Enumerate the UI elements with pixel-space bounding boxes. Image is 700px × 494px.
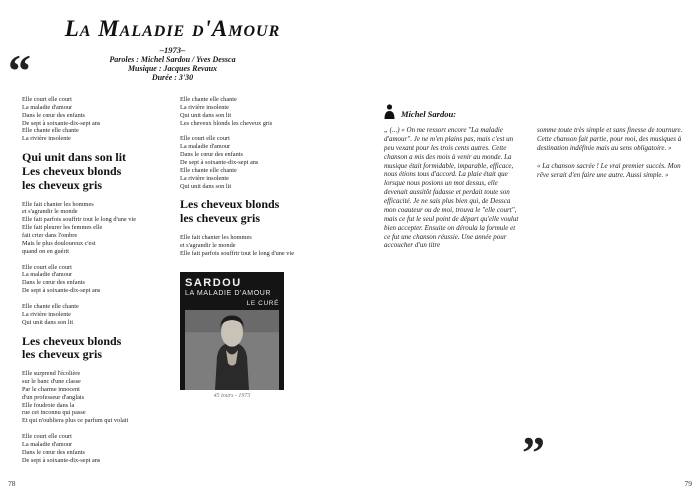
lyric-line: Les cheveux blonds les cheveux gris: [180, 119, 273, 127]
lyric-line: fait crier dans l'ombre: [22, 231, 78, 239]
lyric-line: et s'agrandir le monde: [180, 241, 236, 249]
lyric-line: Elle court elle court: [22, 96, 72, 103]
album-artist: SARDOU: [185, 277, 242, 289]
chorus-heading: [180, 198, 332, 226]
lyric-line: Elle foudroie dans la: [22, 401, 75, 409]
lyric-line: et s'agrandir le monde: [22, 208, 78, 216]
chorus-heading: [22, 151, 174, 192]
lyric-line: La rivière insolente: [180, 174, 229, 182]
lyric-line: les cheveux gris: [180, 211, 260, 226]
song-year: –1973–: [159, 45, 186, 55]
lyrics-column-2: [180, 96, 332, 266]
lyric-line: Dans le cœur des enfants: [180, 151, 243, 159]
music-credit: Musique : Jacques Revaux: [127, 64, 218, 74]
lyric-line: Dans le cœur des enfants: [22, 448, 85, 456]
lyric-line: les cheveux gris: [22, 177, 102, 192]
song-title: La Maladie d'Amour: [64, 16, 281, 41]
page-number-left: 78: [8, 479, 16, 488]
lyric-line: La rivière insolente: [22, 310, 71, 318]
quote-column-1: [384, 126, 520, 259]
quote-column-2: [537, 126, 689, 188]
chorus-heading: [22, 335, 174, 363]
lyric-line: Les cheveux blonds: [180, 197, 280, 212]
lyric-line: La rivière insolente: [22, 135, 71, 143]
page-number-right: 79: [684, 479, 692, 488]
lyric-line: Elle court elle court: [22, 433, 72, 441]
lyric-line: Les cheveux blonds: [22, 163, 122, 178]
lyric-line: Elle fait parfois souffrir tout le long d'une vie: [180, 249, 294, 257]
stanza: [22, 264, 174, 295]
lyric-line: La maladie d'amour: [22, 441, 73, 449]
quote-paragraph: « La chanson sacrée ! Le vrai premier succès. Mon rêve serait d'en faire une autre. Aussi simple. »: [537, 161, 681, 179]
speaker-name: Michel Sardou:: [401, 109, 457, 119]
lyric-line: La maladie d'amour: [22, 271, 73, 279]
lyric-line: Qui unit dans son lit: [22, 318, 74, 326]
lyric-line: Par le charme innocent: [22, 385, 80, 393]
page-header: [30, 16, 315, 83]
lyric-line: La rivière insolente: [180, 103, 229, 111]
lyric-line: quand on en guérit: [22, 247, 70, 255]
lyric-line: Elle chante elle chante: [180, 96, 237, 103]
lyric-line: Elle chante elle chante: [22, 303, 79, 310]
album-title: LA MALADIE D'AMOUR: [185, 290, 272, 297]
lyric-line: rue cet inconnu qui passe: [22, 409, 86, 417]
album-photo: [185, 310, 279, 390]
lyric-line: Elle fait pleurer les femmes elle: [22, 224, 103, 232]
lyric-line: les cheveux gris: [22, 347, 102, 362]
album-caption: 45 tours - 1973: [213, 393, 251, 399]
lyric-line: De sept à soixante-dix-sept ans: [22, 456, 101, 464]
lyric-line: Elle fait parfois souffrir tout le long d'une vie: [22, 216, 136, 224]
lyric-line: De sept à soixante-dix-sept ans: [22, 119, 101, 127]
lyric-line: Elle fait chanter les hommes: [22, 200, 94, 208]
stanza: [22, 201, 174, 256]
lyrics-column-1: [22, 96, 174, 473]
speaker-row: [384, 104, 456, 124]
stanza: [22, 303, 174, 327]
lyric-line: Elle court elle court: [180, 135, 230, 143]
lyrics-credit: Paroles : Michel Sardou / Yves Dessca: [109, 55, 236, 64]
duration: Durée : 3'30: [151, 73, 194, 83]
lyric-line: Elle chante elle chante: [22, 127, 79, 135]
lyric-line: sur le banc d'une classe: [22, 378, 81, 386]
lyric-line: Qui unit dans son lit: [180, 182, 232, 190]
lyric-line: Elle chante elle chante: [180, 166, 237, 174]
lyric-line: Et qui n'oubliera plus ce parfum qui volait: [22, 417, 129, 425]
lyric-line: La maladie d'amour: [180, 143, 231, 151]
stanza: [180, 96, 332, 127]
quote-paragraph: „ (...) « On me ressort encore "La maladie d'amour". Je ne m'en plains pas, mais c'est un peu vexant pour les trois cents autres. Cette chanson a mis des mois à venir au monde. La musique était formidable, imparable, efficace, nous étions tous d'accord. La plaie était que lorsque nous posions un mot dessus, elle devenait aussitôt fadasse et perdait toute son efficacité. Je ne sais plus bien qui, de Dessca mon coauteur ou de moi, trouva le "elle court", mais ce fut le seul point de départ qu'elle voulut bien accepter. Ensuite on déroula la formule et ce fut une chanson réussie. Une année pour accoucher d'un titre: [384, 126, 519, 250]
lyric-line: Mais le plus douloureux c'est: [22, 239, 96, 247]
person-icon: [384, 104, 395, 124]
lyric-line: La maladie d'amour: [22, 103, 73, 111]
opening-quote-mark: “: [8, 45, 31, 96]
closing-quote-mark: ”: [522, 427, 545, 478]
lyric-line: Elle surprend l'écolière: [22, 370, 81, 378]
lyric-line: Elle fait chanter les hommes: [180, 234, 252, 242]
stanza: [22, 433, 174, 464]
lyric-line: Dans le cœur des enfants: [22, 279, 85, 287]
album-cover: [180, 272, 284, 390]
stanza: [22, 370, 174, 425]
album-subtitle: LE CURÉ: [246, 300, 279, 307]
stanza: [22, 96, 174, 143]
lyric-line: Qui unit dans son lit: [180, 111, 232, 119]
lyric-line: Elle court elle court: [22, 263, 72, 271]
lyric-line: De sept à soixante-dix-sept ans: [180, 159, 259, 167]
lyric-line: Les cheveux blonds: [22, 333, 122, 348]
lyric-line: De sept à soixante-dix-sept ans: [22, 287, 101, 295]
stanza: [180, 135, 332, 190]
stanza: [180, 234, 332, 258]
lyric-line: d'un professeur d'anglais: [22, 393, 85, 401]
lyric-line: Dans le cœur des enfants: [22, 111, 85, 119]
quote-paragraph: somme toute très simple et sans finesse de tournure. Cette chanson fait partie, pour moi, des musiques à destination indéfinie mais au sens obligatoire. »: [537, 126, 683, 152]
lyric-line: Qui unit dans son lit: [22, 150, 127, 165]
